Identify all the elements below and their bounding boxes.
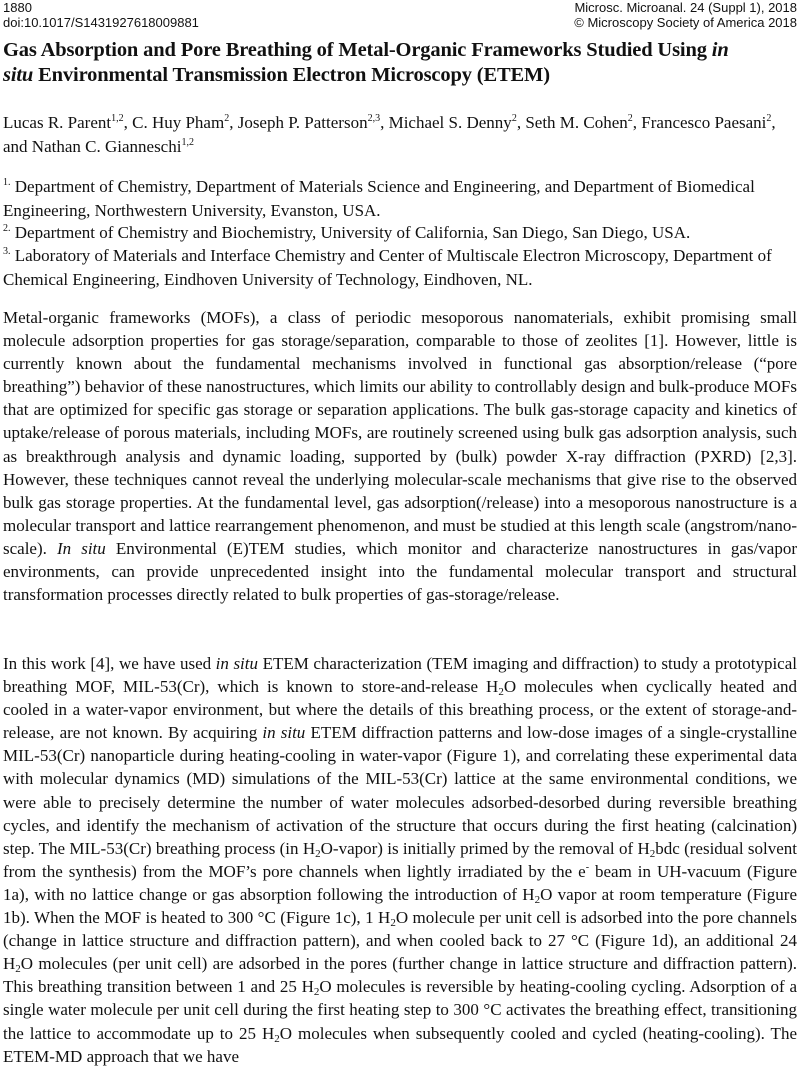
- author: Lucas R. Parent: [3, 113, 112, 132]
- journal-citation: Microsc. Microanal. 24 (Suppl 1), 2018: [574, 0, 797, 15]
- para-text: Environmental (E)TEM studies, which monitor and characterize nanostructures in gas/vapor environments, can provide unprecedented insight into the fundamental molecular transport and structural transformation processes directly related to bulk properties of gas-storage/release.: [3, 538, 797, 605]
- subscript: 2: [390, 917, 396, 930]
- subscript: 2: [649, 847, 656, 860]
- paragraph-intro: [3, 306, 797, 606]
- para-text: O molecules is reversible by heating-cooling cycling. Adsorption of a single water molecule per unit cell during the first heating step to 300 °C activates the breathing effect, transitioning the lattice to accommodate up to 25 H: [3, 977, 797, 1043]
- para-text: O molecules when subsequently cooled and cycled (heating-cooling). The ETEM-MD approach that we have: [3, 1023, 797, 1066]
- affiliation-text: Department of Chemistry and Biochemistry, University of California, San Diego, San Diego, USA.: [10, 223, 691, 242]
- para-italic: in situ: [262, 723, 306, 743]
- author-affil: 2: [511, 113, 517, 124]
- para-text: In this work [4], we have used: [3, 654, 216, 673]
- paper-title: [3, 38, 797, 88]
- para-text: ETEM characterization (TEM imaging and diffraction) to study a prototypical breathing MOF, MIL-53(Cr), which is known to store-and-release H: [3, 654, 797, 697]
- title-italic-in: in: [711, 39, 729, 61]
- affiliation-text: Department of Chemistry, Department of Materials Science and Engineering, and Department of Biomedical Engineering, Northwestern University, Evanston, USA.: [3, 177, 755, 220]
- subscript: 2: [315, 847, 321, 860]
- affiliation-number: 3.: [3, 246, 11, 257]
- affiliation-3: [3, 244, 797, 291]
- page-header-right: [574, 0, 797, 30]
- author-affil: 1,2: [181, 137, 194, 148]
- author-affil: 1,2: [111, 113, 124, 124]
- affiliation-2: [3, 221, 797, 245]
- para-text: bdc (residual solvent from the synthesis) from the MOF’s pore channels when lightly irradiated by the e: [3, 838, 797, 881]
- author: , C. Huy Pham: [123, 113, 225, 132]
- title-part2: Environmental Transmission Electron Microscopy (ETEM): [33, 64, 550, 86]
- subscript: 2: [313, 986, 320, 999]
- para-text: ETEM diffraction patterns and low-dose images of a single-crystalline MIL-53(Cr) nanoparticle during heating-cooling in water-vapor (Figure 1), and correlating these experimental data with molecular dynamics (MD) simulations of the MIL-53(Cr) lattice at the same environmental conditions, we were able to precisely determine the number of water molecules adsorbed-desorbed during reversible breathing cycles, and identify the mechanism of activation of the structure that occurs during the first heating (calcination) step. The MIL-53(Cr) breathing process (in H: [3, 723, 797, 858]
- author: , Joseph P. Patterson: [229, 113, 368, 132]
- para-text: O molecule per unit cell is adsorbed into the pore channels (change in lattice structure and diffraction pattern), and when cooled back to 27 °C (Figure 1d), an additional 24 H: [3, 908, 797, 974]
- author: , and Nathan C. Gianneschi: [3, 113, 776, 156]
- doi: doi:10.1017/S1431927618009881: [3, 15, 199, 30]
- para-text: O vapor at room temperature (Figure 1b). When the MOF is heated to 300 °C (Figure 1c), 1 H: [3, 884, 797, 928]
- author-affil: 2: [627, 113, 633, 124]
- para-text: O molecules when cyclically heated and cooled in a water-vapor environment, but where the details of this breathing process, or the extent of storage-and-release, are not known. By acquiring: [3, 677, 797, 743]
- affiliation-1: [3, 175, 797, 222]
- para-text: O molecules (per unit cell) are adsorbed in the pores (further change in lattice structure and diffraction pattern). This breathing transition between 1 and 25 H: [3, 954, 797, 997]
- page-header-left: [3, 0, 199, 30]
- copyright: © Microscopy Society of America 2018: [574, 15, 797, 30]
- subscript: 2: [498, 686, 504, 699]
- author: , Michael S. Denny: [380, 113, 512, 132]
- author-affil: 2: [224, 113, 230, 124]
- subscript: 2: [274, 1032, 280, 1045]
- para-text: O-vapor) is initially primed by the removal of H: [320, 838, 650, 858]
- subscript: 2: [15, 963, 21, 976]
- affiliation-text: Laboratory of Materials and Interface Chemistry and Center of Multiscale Electron Microscopy, Department of Chemical Engineering, Eindhoven University of Technology, Eindhoven, NL.: [3, 246, 772, 289]
- title-italic-situ: situ: [3, 64, 34, 86]
- paragraph-this-work: [3, 652, 797, 1068]
- author-affil: 2: [766, 113, 772, 124]
- para-italic: in situ: [215, 654, 259, 673]
- author: , Seth M. Cohen: [516, 113, 628, 132]
- author-affil: 2,3: [367, 113, 381, 124]
- superscript: -: [585, 861, 590, 873]
- para-text: beam in UH-vacuum (Figure 1a), with no lattice change or gas absorption following the introduction of H: [3, 861, 797, 904]
- author: , Francesco Paesani: [632, 113, 767, 132]
- title-part1: Gas Absorption and Pore Breathing of Metal-Organic Frameworks Studied Using: [3, 39, 712, 61]
- author-list: [3, 111, 797, 159]
- para-italic: In situ: [56, 538, 106, 558]
- subscript: 2: [534, 893, 541, 906]
- page-number: 1880: [3, 0, 32, 15]
- para-text: Metal-organic frameworks (MOFs), a class of periodic mesoporous nanomaterials, exhibit promising small molecule adsorption properties for gas storage/separation, comparable to those of zeolites [1]. However, little is currently known about the fundamental mechanisms involved in functional gas absorption/release (“pore breathing”) behavior of these nanostructures, which limits our ability to controllably design and bulk-produce MOFs that are optimized for specific gas storage or separation applications. The bulk gas-storage capacity and kinetics of uptake/release of porous materials, including MOFs, are routinely screened using bulk gas adsorption analysis, such as breakthrough analysis and dynamic loading, supported by (bulk) powder X-ray diffraction (PXRD) [2,3]. However, these techniques cannot reveal the underlying molecular-scale mechanisms that give rise to the observed bulk gas storage properties. At the fundamental level, gas adsorption(/release) into a mesoporous nanostructure is a molecular transport and lattice rearrangement phenomenon, and must be studied at this length scale (angstrom/nano-scale).: [3, 308, 797, 558]
- affiliation-number: 1.: [3, 177, 11, 188]
- affiliation-number: 2.: [3, 223, 11, 234]
